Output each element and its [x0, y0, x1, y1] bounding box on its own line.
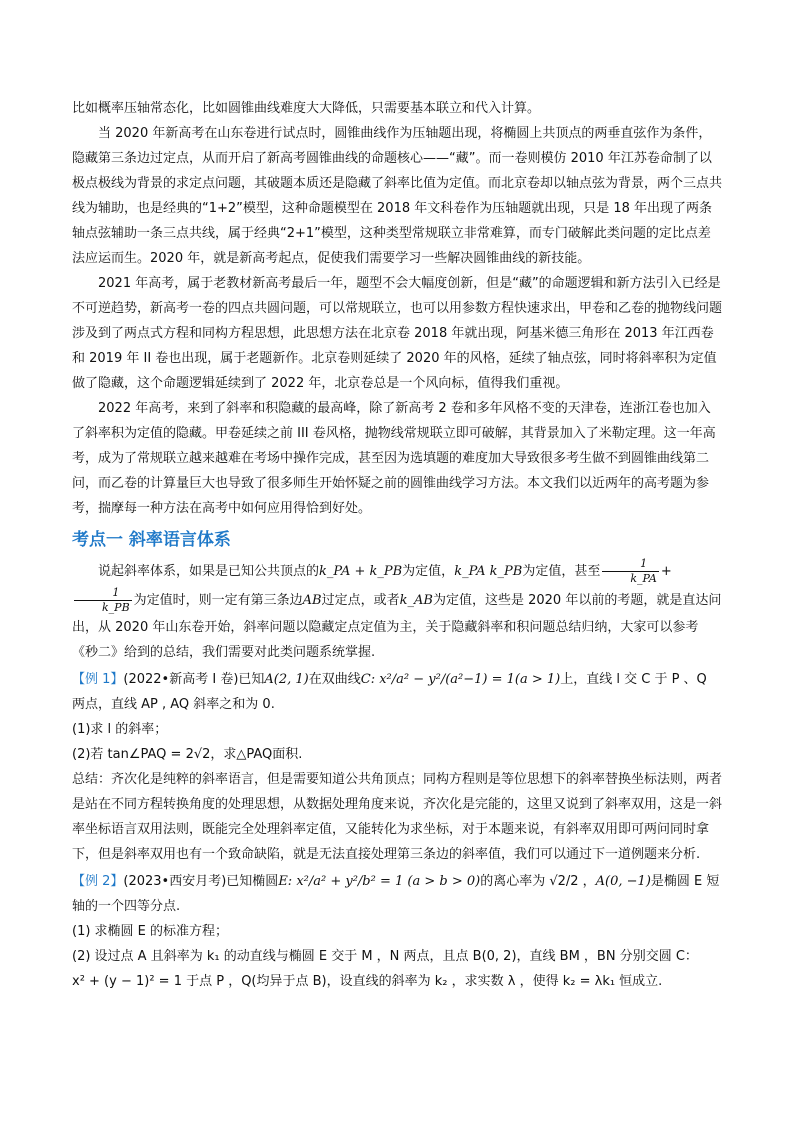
example-2-source: (2023•西安月考)已知椭圆 — [123, 874, 279, 889]
document-body — [72, 96, 722, 994]
ellipse-equation: E: x²/a² + y²/b² = 1 (a > b > 0) — [278, 874, 481, 889]
example-2-question-1: (1) 求椭圆 E 的标准方程； — [72, 924, 229, 939]
example-1-question-1: (1)求 l 的斜率； — [72, 722, 168, 737]
reciprocal-fraction-2: $\frac{1}{k\_PB}$ — [74, 586, 132, 615]
example-1-tail: 上，直线 l 交 C 于 P 、Q 两点，直线 AP , AQ 斜率之和为 0. — [72, 672, 707, 712]
example-2-tail: 是椭圆 E 短轴的一个四等分点. — [72, 874, 720, 914]
eccentricity-text: 的离心率为 √2/2 ， — [480, 874, 596, 889]
paragraph-4: 2022 年高考，来到了斜率和积隐藏的最高峰，除了新高考 2 卷和多年风格不变的天津卷，连浙江卷也加入了斜率积为定值的隐藏。甲卷延续之前 III 卷风格，抛物线常规联立即可破解，其背景加入了米勒定理。这一年高考，成为了常规联立越来越难在考场中操作完成，甚至因为选填题的难度加大导致很多考生做不到圆锥曲线第二问，而乙卷的计算量巨大也导致了很多师生开始怀疑之前的圆锥曲线学习方法。本文我们以近两年的高考题为参考，揣摩每一种方法在高考中如何应用得恰到好处。 — [72, 401, 716, 516]
intro-paragraph — [72, 557, 722, 665]
paragraph-3: 2021 年高考，属于老教材新高考最后一年，题型不会大幅度创新，但是“藏”的命题逻辑和新方法引入已经是不可逆趋势，新高考一卷的四点共圆问题，可以常规联立，也可以用参数方程快速求出，甲卷和乙卷的抛物线问题涉及到了两点式方程和同构方程思想，此思想方法在北京卷 2018 年就出现，阿基米德三角形在 2013 年江西卷和 2019 年 II 卷也出现，属于老题新作。北京卷则延续了 2020 年的风格，延续了轴点弦，同时将斜率积为定值做了隐藏，这个命题逻辑延续到了 2022 年，北京卷总是一个风向标，值得我们重视。 — [72, 276, 723, 391]
product-slopes-formula: k_PA k_PB — [454, 564, 523, 579]
intro-text-f: 为定值，这些是 2020 年以前的考题，就是直达问出，从 2020 年山东卷开始，斜率问题以隐藏定点定值为主，关于隐藏斜率和积问题总结归纳，大家可以参考《秒二》给到的总结，我们需要对此类问题系统掌握. — [72, 593, 722, 660]
intro-text-c: 为定值，甚至 — [522, 564, 601, 579]
paragraph-2: 当 2020 年新高考在山东卷进行试点时，圆锥曲线作为压轴题出现，将椭圆上共顶点的两垂直弦作为条件，隐藏第三条边过定点，从而开启了新高考圆锥曲线的命题核心——“藏”。而一卷则模仿 2010 年江苏卷命制了以极点极线为背景的求定点问题，其破题本质还是隐藏了斜率比值为定值。而北京卷却以轴点弦为背景，两个三点共线为辅助，也是经典的“1+2”模型，这种命题模型在 2018 年文科卷作为压轴题就出现，只是 18 年出现了两条轴点弦辅助一条三点共线，属于经典“2+1”模型，这种类型常规联立非常难算，而专门破解此类问题的定比点差法应运而生。2020 年，就是新高考起点，促使我们需要学习一些解决圆锥曲线的新技能。 — [72, 126, 723, 266]
segment-ab: AB — [302, 593, 322, 608]
intro-text-e: 过定点，或者 — [321, 593, 400, 608]
example-2-question-2a: (2) 设过点 A 且斜率为 k₁ 的动直线与椭圆 E 交于 M ，N 两点，且点 B(0, 2)，直线 BM ，BN 分别交圆 C： — [72, 949, 698, 964]
example-1-source: (2022•新高考 I 卷)已知 — [123, 672, 265, 687]
example-1-point: A(2, 1) — [264, 672, 309, 687]
slope-ab: k_AB — [399, 593, 433, 608]
example-1-question-2: (2)若 tan∠PAQ = 2√2，求△PAQ面积. — [72, 747, 303, 762]
intro-text-d: 为定值时，则一定有第三条边 — [133, 593, 303, 608]
sum-slopes-formula: k_PA + k_PB — [319, 564, 403, 579]
paragraph-1: 比如概率压轴常态化，比如圆锥曲线难度大大降低，只需要基本联立和代入计算。 — [72, 101, 541, 116]
hyperbola-equation: C: x²/a² − y²/(a²−1) = 1(a > 1) — [360, 672, 561, 687]
plus-sign: + — [660, 564, 672, 579]
example-2-question-2b: x² + (y − 1)² = 1 于点 P ，Q(均异于点 B)，设直线的斜率为 k₂ ，求实数 λ ，使得 k₂ = λk₁ 恒成立. — [72, 974, 663, 989]
example-2 — [72, 869, 722, 919]
reciprocal-fraction-1: $\frac{1}{k\_PA}$ — [602, 557, 659, 586]
example-1-mid: 在双曲线 — [308, 672, 361, 687]
example-2-point: A(0, −1) — [595, 874, 651, 889]
example-1-tag: 【例 1】 — [72, 672, 124, 687]
example-1 — [72, 667, 722, 717]
section-heading: 考点一 斜率语言体系 — [72, 530, 231, 550]
summary-paragraph: 总结：齐次化是纯粹的斜率语言，但是需要知道公共角顶点；同构方程则是等位思想下的斜率替换坐标法则，两者是站在不同方程转换角度的处理思想，从数据处理角度来说，齐次化是完能的，这里又说到了斜率双用，这是一斜率坐标语言双用法则，既能完全处理斜率定值，又能转化为求坐标，对于本题来说，有斜率双用即可两问同时拿下，但是斜率双用也有一个致命缺陷，就是无法直接处理第三条边的斜率值，我们可以通过下一道例题来分析. — [72, 772, 723, 862]
intro-text-a: 说起斜率体系，如果是已知公共顶点的 — [98, 564, 320, 579]
intro-text-b: 为定值， — [402, 564, 455, 579]
example-2-tag: 【例 2】 — [72, 874, 124, 889]
